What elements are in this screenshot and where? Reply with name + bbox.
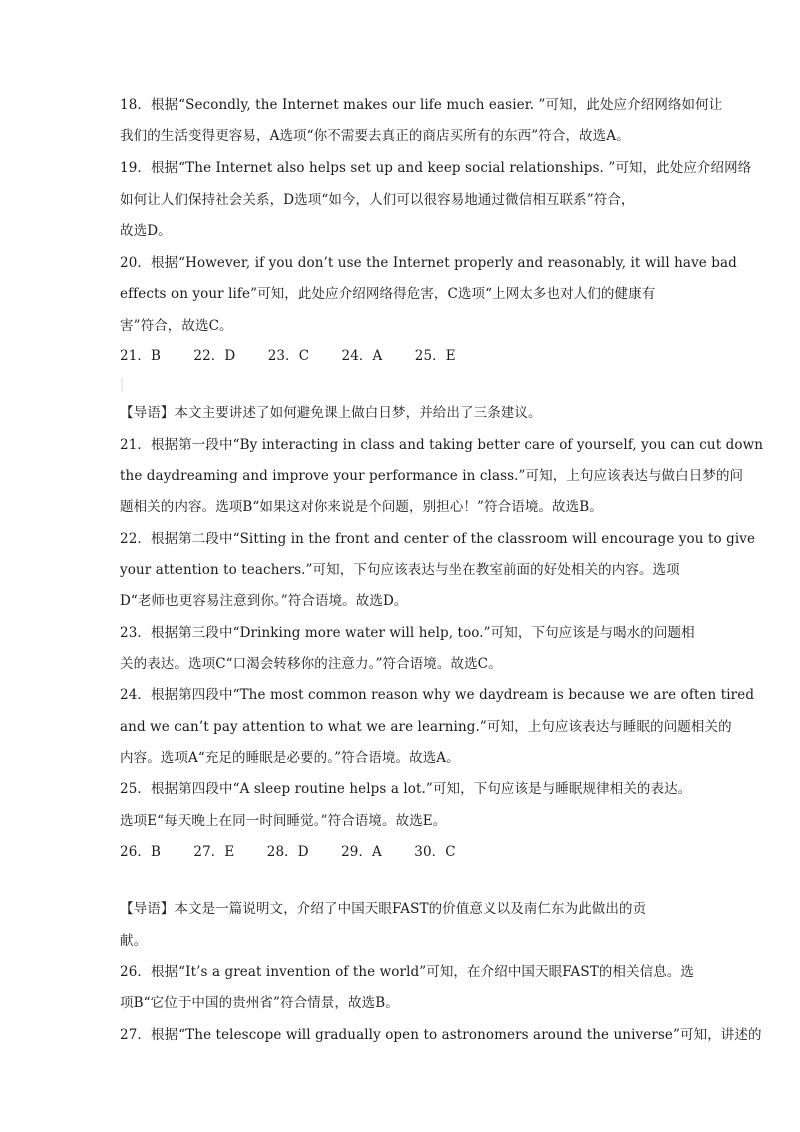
- text-line: 21．根据第一段中“By interacting in class and taking better care of yourself, you can cut down: [120, 437, 764, 453]
- text-line: 25．根据第四段中“A sleep routine helps a lot.”可知，下句应该是与睡眠规律相关的表达。: [120, 781, 692, 797]
- margin-mark: [121, 378, 123, 392]
- answer-row: [120, 843, 680, 861]
- text-line: 项B“它位于中国的贵州省”符合情景，故选B。: [120, 995, 399, 1011]
- answer-item: 30．C: [414, 844, 456, 860]
- text-line: 我们的生活变得更容易，A选项“你不需要去真正的商店买所有的东西”符合，故选A。: [120, 128, 630, 144]
- text-line: and we can’t pay attention to what we are learning.”可知，上句应该表达与睡眠的问题相关的: [120, 719, 732, 735]
- answer-item: 21．B: [120, 348, 161, 364]
- text-line: 【导语】本文是一篇说明文，介绍了中国天眼FAST的价值意义以及南仁东为此做出的贡: [120, 901, 647, 917]
- answer-item: 22．D: [193, 348, 236, 364]
- text-line: the daydreaming and improve your performance in class.”可知，上句应该表达与做白日梦的问: [120, 468, 744, 484]
- text-line: 26．根据“It’s a great invention of the world”可知，在介绍中国天眼FAST的相关信息。选: [120, 964, 695, 980]
- text-line: 19．根据“The Internet also helps set up and keep social relationships. ”可知，此处应介绍网络: [120, 160, 752, 176]
- text-line: 【导语】本文主要讲述了如何避免课上做白日梦，并给出了三条建议。: [120, 405, 542, 421]
- answer-item: 23．C: [267, 348, 310, 364]
- answer-item: 24．A: [341, 348, 383, 364]
- answer-row: [120, 347, 680, 365]
- text-line: 23．根据第三段中“Drinking more water will help, too.”可知，下句应该是与喝水的问题相: [120, 625, 695, 641]
- text-line: 关的表达。选项C“口渴会转移你的注意力。”符合语境。故选C。: [120, 656, 502, 672]
- answer-item: 26．B: [120, 844, 161, 860]
- text-line: 题相关的内容。选项B“如果这对你来说是个问题，别担心！”符合语境。故选B。: [120, 499, 603, 515]
- text-line: D“老师也更容易注意到你。”符合语境。故选D。: [120, 593, 408, 609]
- answer-item: 28．D: [266, 844, 309, 860]
- text-line: 献。: [120, 933, 148, 949]
- text-line: 20．根据“However, if you don’t use the Internet properly and reasonably, it will have bad: [120, 255, 737, 271]
- text-line: 24．根据第四段中“The most common reason why we daydream is because we are often tired: [120, 687, 755, 703]
- text-line: 选项E“每天晚上在同一时间睡觉。”符合语境。故选E。: [120, 813, 447, 829]
- text-line: effects on your life”可知，此处应介绍网络得危害，C选项“上网太多也对人们的健康有: [120, 286, 656, 302]
- answer-item: 29．A: [341, 844, 382, 860]
- text-line: 18．根据“Secondly, the Internet makes our life much easier. ”可知，此处应介绍网络如何让: [120, 97, 723, 113]
- answer-item: 25．E: [414, 348, 456, 364]
- text-line: 害”符合，故选C。: [120, 318, 233, 334]
- text-line: 如何让人们保持社会关系，D选项“如今，人们可以很容易地通过微信相互联系”符合，: [120, 192, 635, 208]
- text-line: your attention to teachers.”可知，下句应该表达与坐在教室前面的好处相关的内容。选项: [120, 562, 680, 578]
- text-line: 内容。选项A“充足的睡眠是必要的。”符合语境。故选A。: [120, 750, 460, 766]
- answer-item: 27．E: [193, 844, 235, 860]
- text-line: 故选D。: [120, 223, 172, 239]
- text-line: 27．根据“The telescope will gradually open to astronomers around the universe”可知，讲述的: [120, 1027, 762, 1043]
- text-line: 22．根据第二段中“Sitting in the front and center of the classroom will encourage you to give: [120, 531, 756, 547]
